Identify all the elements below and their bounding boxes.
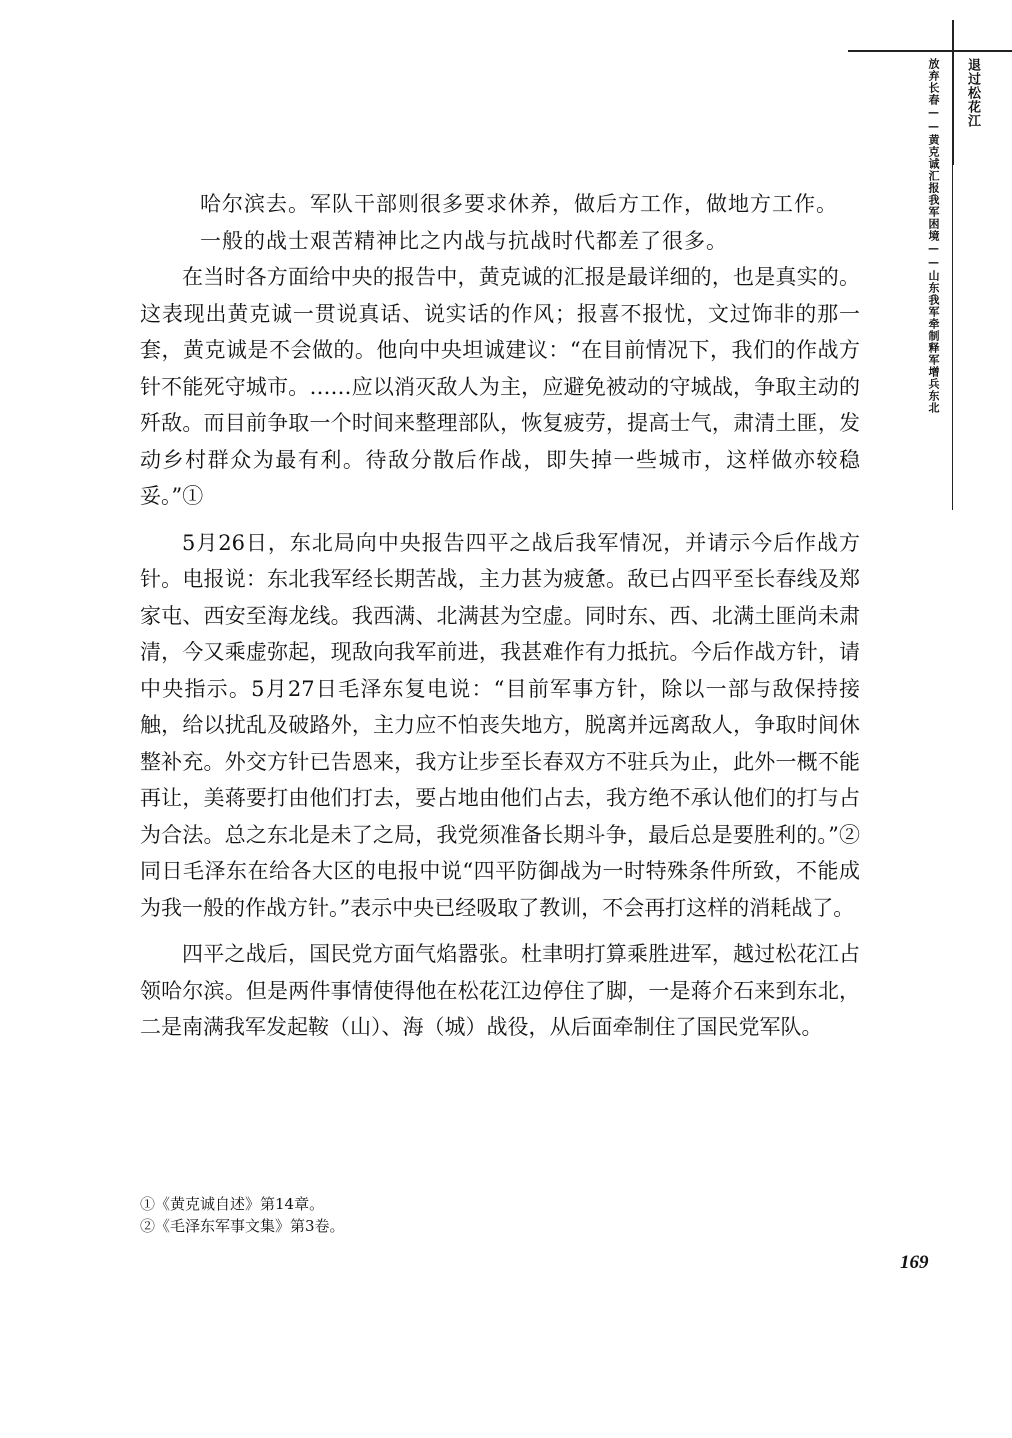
paragraph: 哈尔滨去。军队干部则很多要求休养，做后方工作，做地方工作。 (200, 192, 838, 216)
body-text (140, 186, 860, 1046)
header-divider (952, 20, 954, 165)
footnote: ②《毛泽东军事文集》第3卷。 (140, 1217, 345, 1235)
paragraph: 四平之战后，国民党方面气焰嚣张。杜聿明打算乘胜进军，越过松花江占领哈尔滨。但是两件事情使得他在松花江边停住了脚，一是蒋介石来到东北，二是南满我军发起鞍（山）、海（城）战役，从后面牵制住了国民党军队。 (140, 942, 860, 1039)
footnote: ①《黄克诚自述》第14章。 (140, 1195, 325, 1213)
footnotes (140, 1193, 860, 1237)
running-section-title: 放弃长春——黄克诚汇报我军困境——山东我军牵制释军增兵东北 (927, 58, 940, 414)
page-number: 169 (900, 1252, 929, 1273)
running-chapter-title: 退过松花江 (965, 58, 980, 128)
header-divider-lower (952, 165, 953, 510)
paragraph: 一般的战士艰苦精神比之内战与抗战时代都差了很多。 (200, 228, 728, 253)
header-rule (848, 50, 1012, 52)
paragraph: 在当时各方面给中央的报告中，黄克诚的汇报是最详细的，也是真实的。这表现出黄克诚一贯说真话、说实话的作风；报喜不报忧，文过饰非的那一套，黄克诚是不会做的。他向中央坦诚建议：“在目前情况下，我们的作战方针不能死守城市。……应以消灭敌人为主，应避免被动的守城战，争取主动的歼敌。而目前争取一个时间来整理部队，恢复疲劳，提高士气，肃清土匪，发动乡村群众为最有利。待敌分散后作战，即失掉一些城市，这样做亦较稳妥。”① (140, 265, 860, 508)
paragraph: 5月26日，东北局向中央报告四平之战后我军情况，并请示今后作战方针。电报说：东北我军经长期苦战，主力甚为疲惫。敌已占四平至长春线及郑家屯、西安至海龙线。我西满、北满甚为空虚。同时东、西、北满土匪尚未肃清，今又乘虚弥起，现敌向我军前进，我甚难作有力抵抗。今后作战方针，请中央指示。5月27日毛泽东复电说：“目前军事方针，除以一部与敌保持接触，给以扰乱及破路外，主力应不怕丧失地方，脱离并远离敌人，争取时间休整补充。外交方针已告恩来，我方让步至长春双方不驻兵为止，此外一概不能再让，美蒋要打由他们打去，要占地由他们占去，我方绝不承认他们的打与占为合法。总之东北是未了之局，我党须准备长期斗争，最后总是要胜利的。”②同日毛泽东在给各大区的电报中说“四平防御战为一时特殊条件所致，不能成为我一般的作战方针。”表示中央已经吸取了教训，不会再打这样的消耗战了。 (140, 530, 860, 920)
